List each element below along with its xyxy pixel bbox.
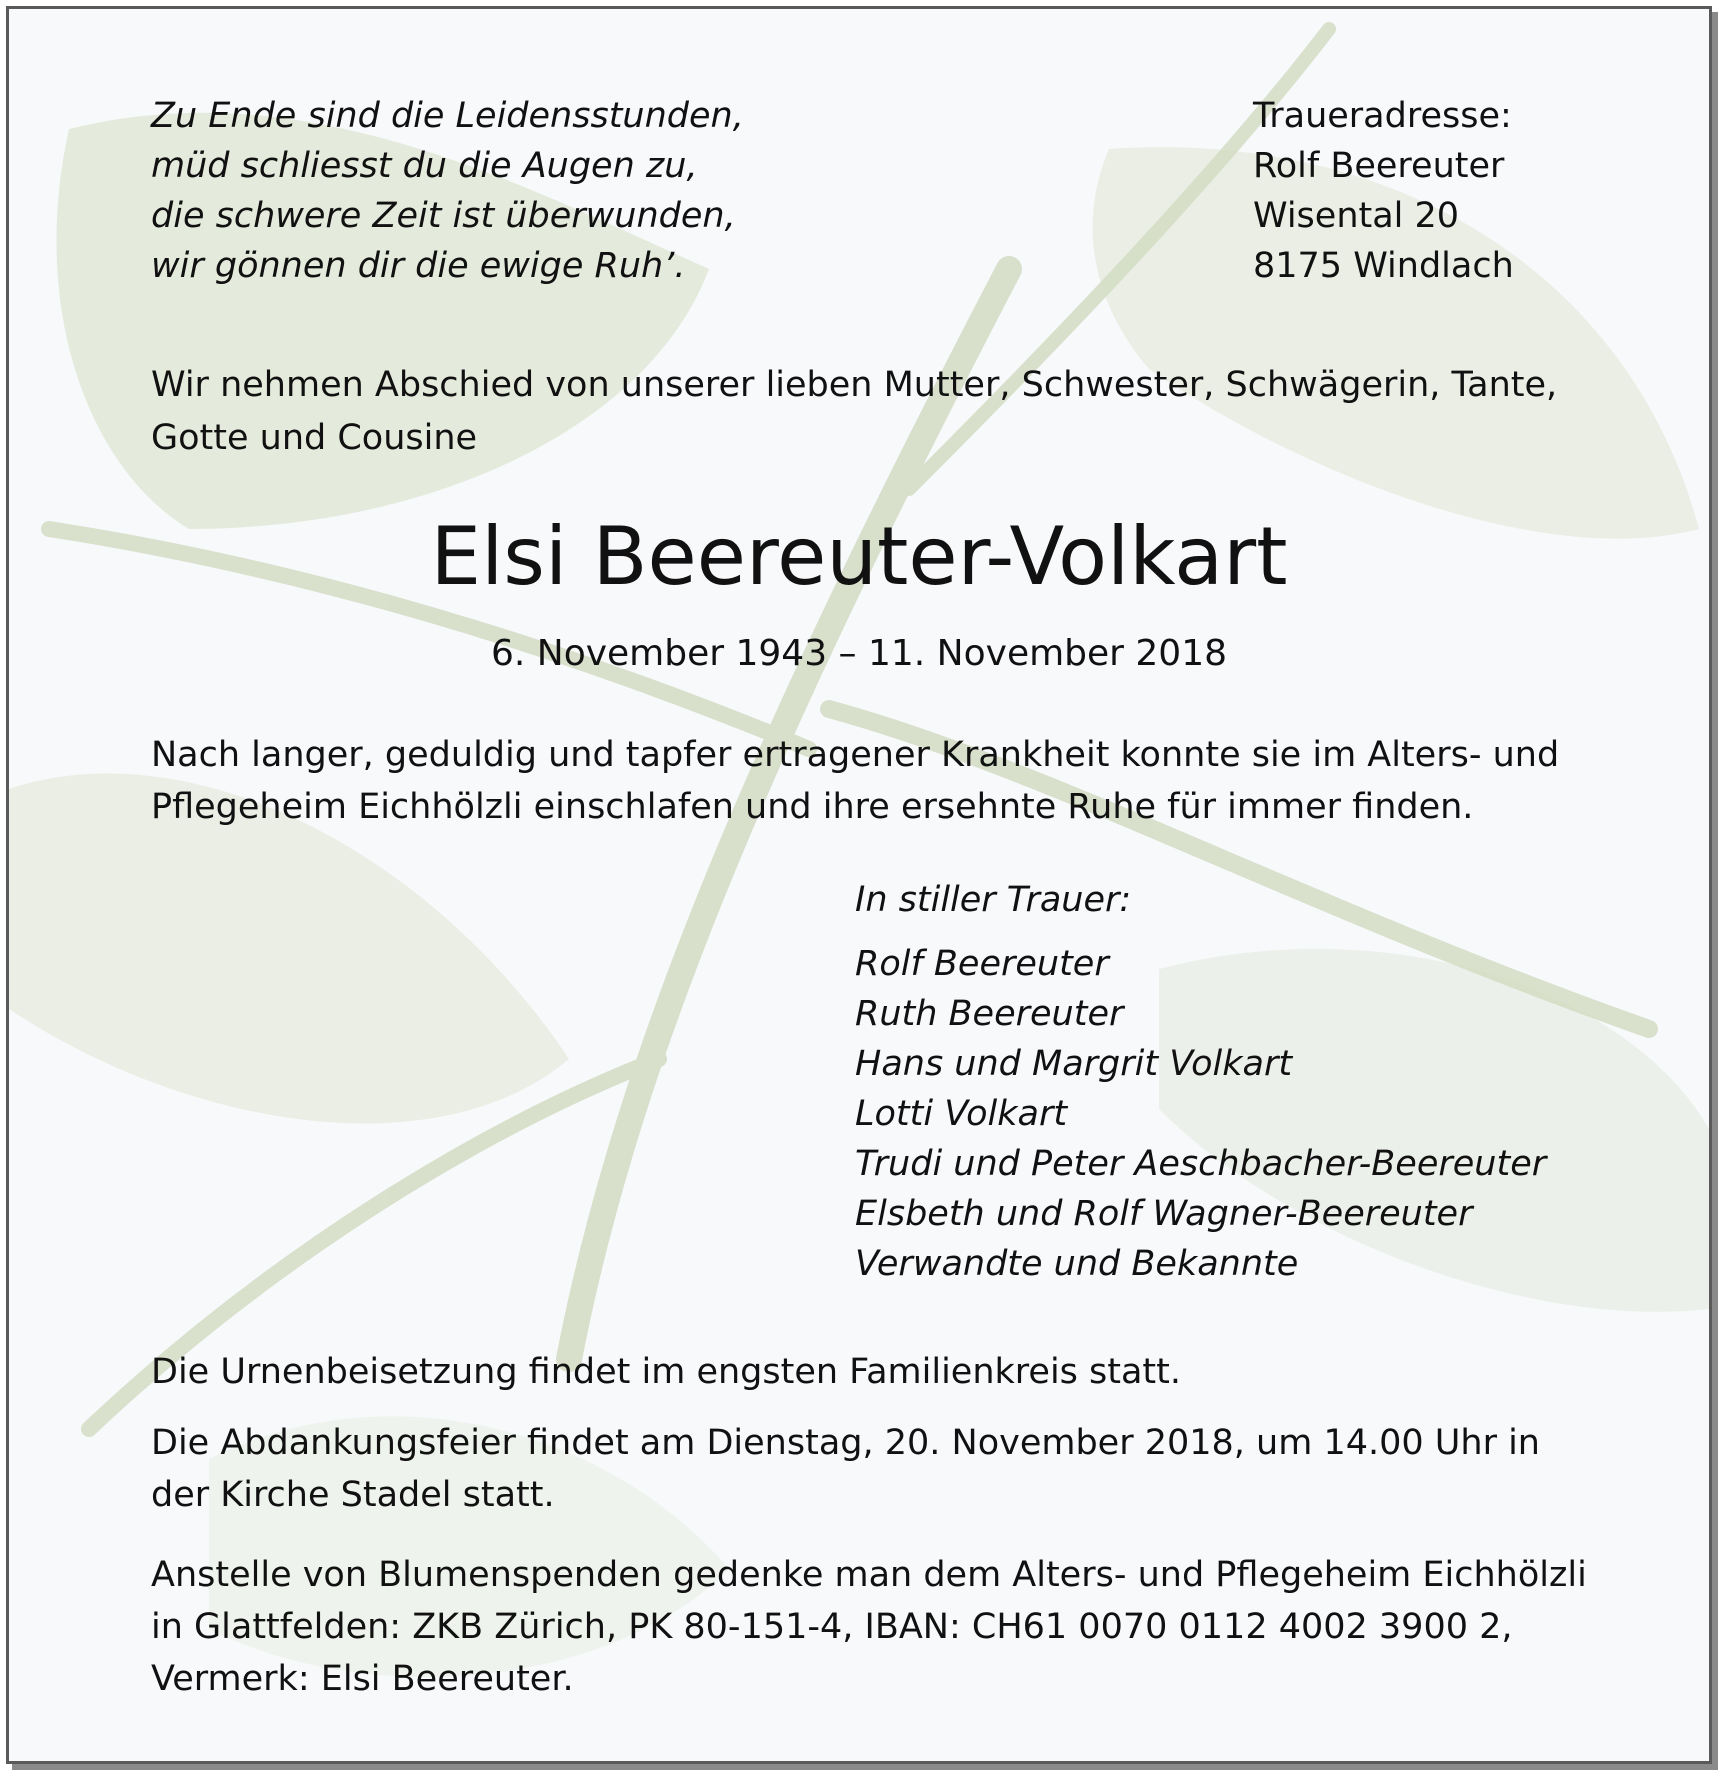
message-line: Pflegeheim Eichhölzli einschlafen und ihre ersehnte Ruhe für immer finden. [151, 787, 1474, 827]
address-city: 8175 Windlach [1253, 246, 1514, 286]
message-line: Nach langer, geduldig und tapfer ertragener Krankheit konnte sie im Alters- und [151, 735, 1560, 775]
mourner-name: Lotti Volkart [855, 1094, 1068, 1134]
mourner-name: Rolf Beereuter [855, 944, 1109, 984]
intro-text [151, 359, 1557, 465]
poem-line: wir gönnen dir die ewige Ruh’. [151, 246, 686, 286]
ceremony-line: Die Abdankungsfeier findet am Dienstag, 20. November 2018, um 14.00 Uhr in [151, 1423, 1540, 1463]
mourner-name: Trudi und Peter Aeschbacher-Beereuter [855, 1144, 1547, 1184]
address-name: Rolf Beereuter [1253, 146, 1505, 186]
donation-notice [151, 1549, 1587, 1705]
mourning-address [1253, 91, 1514, 291]
obituary-content [9, 9, 1709, 1761]
mourners-list [855, 939, 1546, 1289]
mourner-name: Verwandte und Bekannte [855, 1244, 1299, 1284]
mourners-heading: In stiller Trauer: [855, 880, 1132, 920]
poem-line: Zu Ende sind die Leidensstunden, [151, 96, 744, 136]
passing-message [151, 729, 1559, 833]
ceremony-notice [151, 1417, 1540, 1521]
address-street: Wisental 20 [1253, 196, 1460, 236]
mourner-name: Elsbeth und Rolf Wagner-Beereuter [855, 1194, 1473, 1234]
poem [151, 91, 744, 291]
intro-line: Gotte und Cousine [151, 418, 478, 458]
donation-line: Anstelle von Blumenspenden gedenke man dem Alters- und Pflegeheim Eichhölzli [151, 1555, 1587, 1595]
life-dates: 6. November 1943 – 11. November 2018 [490, 633, 1228, 674]
poem-line: die schwere Zeit ist überwunden, [151, 196, 736, 236]
ceremony-line: der Kirche Stadel statt. [151, 1475, 555, 1515]
mourner-name: Ruth Beereuter [855, 994, 1124, 1034]
donation-line: Vermerk: Elsi Beereuter. [151, 1659, 574, 1699]
mourner-name: Hans und Margrit Volkart [855, 1044, 1293, 1084]
donation-line: in Glattfelden: ZKB Zürich, PK 80-151-4, IBAN: CH61 0070 0112 4002 3900 2, [151, 1607, 1513, 1647]
obituary-card [6, 6, 1712, 1764]
address-heading: Traueradresse: [1253, 96, 1512, 136]
poem-line: müd schliesst du die Augen zu, [151, 146, 698, 186]
deceased-name: Elsi Beereuter-Volkart [430, 510, 1288, 603]
intro-line: Wir nehmen Abschied von unserer lieben Mutter, Schwester, Schwägerin, Tante, [151, 365, 1558, 405]
burial-notice: Die Urnenbeisetzung findet im engsten Familienkreis statt. [151, 1352, 1182, 1392]
